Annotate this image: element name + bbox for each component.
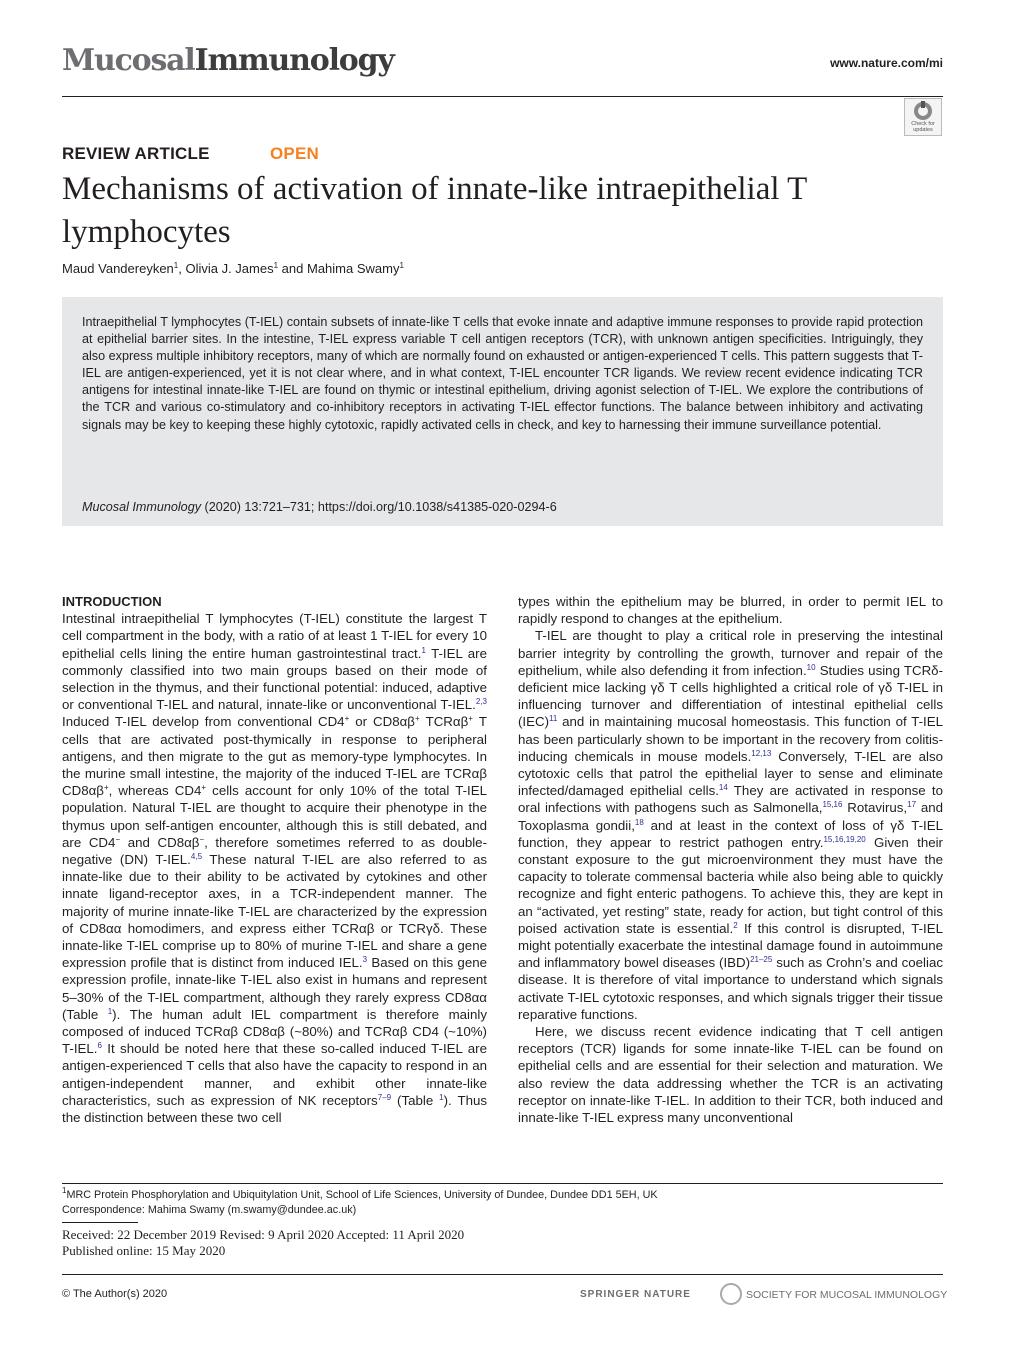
paragraph-text: Studies using TCRδ-deficient mice lacking γδ T cells highlighted a critical role of γδ T-IEL in influencing turnover and differentiation of intestinal epithelial cells (IEC) [518, 662, 944, 730]
paragraph-text: T-IEL are thought to play a critical role in preserving the intestinal barrier integrity by controlling the growth, turnover and repair of the epithelium, while also defending it from infection. [518, 628, 943, 678]
citation-journal: Mucosal Immunology [82, 500, 201, 514]
article-title: Mechanisms of activation of innate-like intraepithelial T lymphocytes [62, 171, 807, 250]
reference-marker[interactable]: 2,3 [475, 697, 487, 707]
paragraph-text: It should be noted here that these so-called induced T-IEL are antigen-experienced T cells that also have the capacity to respond in an antigen-independent manner, and exhibit other innate-like characteristics, such as expression of NK receptors [62, 1041, 487, 1108]
paragraph-text: and at least in the context of loss of γδ T-IEL function, they appear to restrict pathogen entry. [518, 817, 943, 850]
publisher-logo: SPRINGER NATURE [580, 1289, 691, 1300]
affiliation-marker: 1 [62, 1186, 67, 1195]
paragraph-text: and Toxoplasma gondii, [518, 800, 944, 833]
reference-marker[interactable]: 15,16,19,20 [823, 834, 866, 844]
paragraph-text: Rotavirus, [842, 800, 908, 816]
journal-logo: MucosalImmunology [62, 43, 394, 78]
reference-marker[interactable]: 1 [421, 645, 426, 655]
journal-url-link[interactable]: www.nature.com/mi [830, 56, 943, 70]
superscript: + [344, 714, 350, 724]
body-column-right [518, 593, 943, 1126]
right-paragraphs [518, 593, 943, 1126]
reference-marker[interactable]: 4,5 [190, 852, 203, 862]
reference-marker[interactable]: 1 [439, 1092, 444, 1102]
paragraph-text: ). The human adult IEL compartment is therefore mainly composed of induced TCRαβ CD8αβ (~80%) and TCRαβ CD4 (~10%) T-IEL. [62, 1006, 487, 1057]
check-for-updates-badge[interactable] [904, 98, 942, 136]
paragraph-text: These natural T-IEL are also referred to as innate-like due to their ability to be activated by cytokines and other innate ligand-receptor axes, in a TCR-independent manner. The majority of murine innate-like T-IEL are characterized by the expression of CD8αα homodimers, and express either TCRαβ or TCRγδ. These innate-like T-IEL comprise up to 80% of murine T-IEL and share a gene expression profile that is distinct from induced IEL. [62, 852, 487, 971]
reference-marker[interactable]: 3 [362, 955, 368, 965]
footer-divider [62, 1274, 943, 1275]
paragraph-text: Here, we discuss recent evidence indicating that T cell antigen receptors (TCR) ligands for some innate-like T-IEL can be found on epithelial cells and are essential for their selection and maturation. We also review the data addressing whether the TCR is an activating receptor on innate-like T-IEL. In addition to their TCR, both induced and innate-like T-IEL express many unconventional [518, 1024, 943, 1126]
author-name[interactable]: Mahima Swamy [306, 261, 400, 276]
paragraph-text: TCRαβ [419, 714, 469, 730]
author-separator: , [178, 261, 186, 276]
affiliation-marker: 1 [173, 261, 179, 270]
section-heading: INTRODUCTION [62, 594, 162, 609]
paragraph-text: Given their constant exposure to the gut microenvironment they must have the capacity to tolerate commensal bacteria while also being able to quickly recognize and fight enteric pathogens. To achieve this, they are kept in an “activated, yet resting” state, ready for action, but tight control of this poised activation state is essential. [518, 834, 943, 936]
reference-marker[interactable]: 17 [907, 800, 917, 810]
superscript: + [103, 783, 109, 793]
paragraph-text: such as Crohn’s and coeliac disease. It is therefore of vital importance to understand which signals activate T-IEL cytotoxic responses, and which signals trigger their tissue reparative functions. [518, 955, 943, 1022]
paragraph-text: Based on this gene expression profile, innate-like T-IEL also exist in humans and represent 5–30% of the T-IEL compartment, although they rarely express CD8αα (Table [62, 955, 487, 1022]
reference-marker[interactable]: 18 [634, 817, 644, 827]
reference-marker[interactable]: 10 [806, 662, 816, 672]
reference-marker[interactable]: 6 [97, 1041, 102, 1051]
check-updates-label: Check for updates [911, 121, 935, 133]
superscript: − [199, 834, 205, 844]
affiliation-marker: 1 [273, 261, 279, 270]
society-name: SOCIETY FOR MUCOSAL IMMUNOLOGY [746, 1289, 948, 1301]
received-dates: Received: 22 December 2019 Revised: 9 April 2020 Accepted: 11 April 2020 [62, 1227, 465, 1242]
reference-marker[interactable]: 11 [549, 714, 558, 724]
body-paragraph [518, 627, 943, 1023]
body-column-left [62, 593, 487, 1126]
paragraph-text: Conversely, T-IEL are also cytotoxic cells that patrol the epithelial layer to sense and eliminate infected/damaged epithelial cells. [518, 748, 943, 799]
superscript: + [414, 714, 420, 724]
abstract-text: Intraepithelial T lymphocytes (T-IEL) contain subsets of innate-like T cells that evoke innate and adaptive immune responses to provide rapid protection at epithelial barrier sites. In the intestine, T-IEL express variable T cell antigen receptors (TCR), with unknown antigen specificities. Intriguingly, they also express multiple inhibitory receptors, many of which are normally found on exhausted or antigen-experienced T cells. This pattern suggests that T-IEL are antigen-experienced, yet it is not clear where, and in what context, T-IEL encounter TCR ligands. We review recent evidence indicating TCR antigens for intestinal innate-like T-IEL are found on thymic or intestinal epithelium, driving agonist selection of T-IEL. We explore the contributions of the TCR and various co-stimulatory and co-inhibitory receptors in activating T-IEL effector functions. The balance between inhibitory and activating signals may be key to keeping these highly cytotoxic, rapidly activated cells in check, and key to harnessing their immune surveillance potential. [82, 315, 923, 432]
author-separator: and [278, 261, 307, 276]
affiliation-note [62, 1188, 658, 1203]
body-paragraph [518, 1023, 943, 1126]
reference-marker[interactable]: 2 [733, 920, 738, 930]
reference-marker[interactable]: 12,13 [751, 748, 772, 758]
reference-marker[interactable]: 7–9 [377, 1092, 392, 1102]
bookmark-icon [914, 102, 932, 120]
affiliation-marker: 1 [399, 261, 404, 270]
superscript: + [468, 714, 473, 724]
paragraph-text: T cells that are activated post-thymically in response to peripheral antigens, and then migrate to the gut as memory-type lymphocytes. In the murine small intestine, the majority of the induced T-IEL are TCRαβ CD8αβ [62, 714, 487, 799]
paragraph-text: cells account for only 10% of the total T-IEL population. Natural T-IEL are thought to acquire their phenotype in the thymus upon self-antigen encounter, although this is still debated, and are CD4 [62, 783, 487, 850]
open-access-label: OPEN [270, 144, 319, 163]
paragraph-text: and in maintaining mucosal homeostasis. This function of T-IEL has been particularly shown to be important in the recovery from colitis-inducing chemicals in mouse models. [518, 714, 943, 764]
reference-marker[interactable]: 1 [107, 1006, 113, 1016]
correspondence-note: Correspondence: Mahima Swamy (m.swamy@dundee.ac.uk) [62, 1204, 357, 1216]
author-name[interactable]: Olivia J. James [185, 261, 274, 276]
published-date: Published online: 15 May 2020 [62, 1243, 226, 1258]
society-logo-icon [720, 1283, 742, 1305]
paragraph-text: T-IEL are commonly classified into two main groups based on their mode of selection in the thymus, and their functional potential: induced, adaptive or conventional T-IEL and natural, innate-like or unconventional T-IEL. [62, 645, 487, 713]
paragraph-text: and CD8αβ [120, 834, 200, 850]
paragraph-text: , whereas CD4 [108, 783, 202, 799]
paragraph-text: If this control is disrupted, T-IEL might potentially exacerbate the intestinal damage found in autoimmune and inflammatory bowel diseases (IBD) [518, 920, 943, 971]
article-dates [62, 1227, 464, 1259]
left-paragraphs [62, 610, 487, 1126]
reference-marker[interactable]: 21–25 [750, 955, 773, 965]
body-paragraph [62, 610, 487, 1126]
affiliation-text: MRC Protein Phosphorylation and Ubiquitylation Unit, School of Life Sciences, University of Dundee, Dundee DD1 5EH, UK [66, 1189, 658, 1201]
superscript: − [115, 834, 121, 844]
paragraph-text: ). Thus the distinction between these two cell [62, 1092, 488, 1126]
citation-details[interactable]: (2020) 13:721–731; https://doi.org/10.1038/s41385-020-0294-6 [201, 500, 557, 514]
article-type-label: REVIEW ARTICLE [62, 144, 210, 163]
paragraph-text: Induced T-IEL develop from conventional CD4 [62, 714, 345, 730]
dates-divider [62, 1222, 138, 1223]
body-paragraph [518, 593, 943, 627]
author-name[interactable]: Maud Vandereyken [62, 261, 174, 276]
footnote-divider [62, 1183, 943, 1184]
paragraph-text: They are activated in response to oral infections with pathogens such as Salmonella, [518, 783, 943, 816]
paragraph-text: types within the epithelium may be blurred, in order to permit IEL to rapidly respond to changes at the epithelium. [518, 594, 943, 627]
paragraph-text: or CD8αβ [349, 714, 415, 730]
paragraph-text: (Table [391, 1092, 440, 1108]
reference-marker[interactable]: 15,16 [822, 800, 843, 810]
paragraph-text: , therefore sometimes referred to as double-negative (DN) T-IEL. [62, 834, 488, 868]
superscript: + [201, 783, 207, 793]
copyright-notice: © The Author(s) 2020 [62, 1288, 168, 1300]
citation-line [82, 500, 557, 514]
header-divider [62, 96, 943, 97]
reference-marker[interactable]: 14 [718, 783, 728, 793]
author-list [62, 261, 404, 276]
paragraph-text: Intestinal intraepithelial T lymphocytes (T-IEL) constitute the largest T cell compartment in the body, with a ratio of at least 1 T-IEL for every 10 epithelial cells lining the entire human gastrointestinal tract. [62, 611, 487, 661]
